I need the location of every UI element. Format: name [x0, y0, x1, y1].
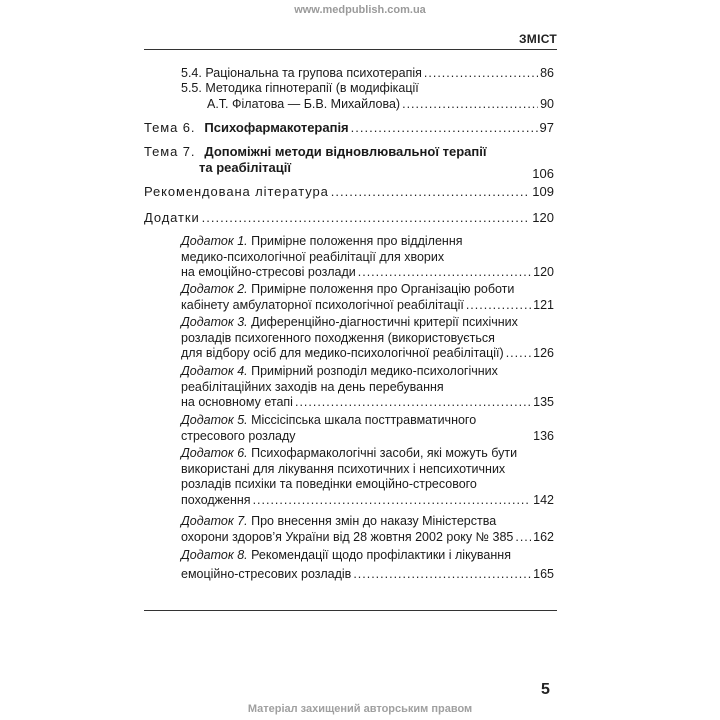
leader-dots [351, 120, 538, 136]
page-ref: 121 [533, 297, 554, 312]
toc-appendix-6[interactable] [181, 446, 554, 508]
toc-entry-text: А.Т. Філатова — Б.В. Михайлова) [207, 96, 401, 111]
toc-appendix-7[interactable] [181, 514, 554, 545]
page-ref: 126 [533, 346, 554, 360]
toc-entry-text: емоційно-стресових розладів [181, 566, 352, 581]
toc-appendix-3[interactable] [181, 315, 554, 362]
toc-appendices[interactable] [144, 210, 554, 226]
toc-appendix-4[interactable] [181, 364, 554, 411]
appendix-label: Додаток 4. [181, 364, 248, 378]
copyright-notice: Матеріал захищений авторським правом [247, 703, 473, 715]
leader-dots [506, 346, 531, 362]
toc-topic-6[interactable] [144, 120, 554, 136]
leader-dots [424, 66, 538, 82]
toc-entry-text: Примірний розподіл медико-психологічних [247, 364, 498, 378]
toc-entry-text: Додатки [144, 210, 200, 225]
toc-entry-text: 5.5. Методика гіпнотерапії (в модифікації [181, 81, 419, 95]
page-ref: 120 [532, 210, 554, 225]
leader-dots [402, 97, 538, 113]
toc-entry-text: Рекомендації щодо профілактики і лікування [247, 548, 511, 562]
leader-dots [202, 210, 531, 226]
toc-entry-text: використані для лікування психотичних і непсихотичних [181, 461, 506, 476]
page-ref: 165 [533, 566, 554, 581]
toc-appendix-8[interactable] [181, 548, 554, 582]
toc-entry-text: на емоційно-стресові розлади [181, 265, 356, 279]
topic-title: Допоміжні методи відновлювальної терапії [204, 144, 487, 159]
page-ref: 106 [532, 165, 554, 181]
toc-appendix-2[interactable] [181, 282, 554, 313]
leader-dots [353, 567, 531, 583]
appendix-label: Додаток 1. [181, 234, 248, 248]
leader-dots [253, 493, 532, 509]
toc-entry-text: реабілітаційних заходів на день перебування [181, 379, 444, 394]
running-head: ЗМІСТ [518, 32, 557, 46]
toc-entry-text: Про внесення змін до наказу Міністерства [247, 514, 497, 528]
appendix-label: Додаток 6. [181, 446, 248, 460]
appendix-label: Додаток 3. [181, 315, 248, 329]
toc-entry-text: Примірне положення про відділення [247, 234, 463, 248]
page-ref: 109 [532, 184, 554, 199]
page-ref: 135 [533, 395, 554, 409]
toc-entry-text: охорони здоров’я України від 28 жовтня 2002 року № 385 [181, 529, 514, 544]
appendix-label: Додаток 8. [181, 548, 248, 562]
toc-entry-text: розладів психогенного походження (використовується [181, 330, 495, 345]
page-ref: 120 [533, 265, 554, 279]
page-ref: 86 [540, 66, 554, 80]
toc-topic-7[interactable] [144, 144, 554, 181]
appendix-label: Додаток 2. [181, 282, 248, 296]
toc-entry-text: для відбору осіб для медико-психологічної реабілітації) [181, 346, 504, 360]
toc-entry-text: Примірне положення про Організацію роботи [247, 282, 515, 296]
page-ref: 162 [533, 529, 554, 544]
toc-entry-text: походження [181, 492, 251, 507]
toc-appendix-5[interactable] [181, 413, 554, 444]
page-number: 5 [541, 681, 550, 698]
page-ref: 90 [540, 96, 554, 111]
toc-entry-5-5[interactable] [181, 81, 554, 112]
toc-entry-text: на основному етапі [181, 395, 293, 409]
toc-entry-text: стресового розладу [181, 428, 296, 443]
topic-title: та реабілітації [199, 159, 291, 175]
leader-dots [331, 184, 531, 200]
leader-dots [358, 265, 531, 281]
toc-appendix-1[interactable] [181, 234, 554, 281]
toc-entry-text: Психофармакологічні засоби, які можуть бути [247, 446, 518, 460]
toc-entry-text: кабінету амбулаторної психологічної реабілітації [181, 297, 464, 312]
page-ref: 136 [533, 428, 554, 443]
toc-entry-text: Рекомендована література [144, 184, 329, 199]
toc-entry-text: Диференційно-діагностичні критерії психічних [247, 315, 518, 329]
page-ref: 97 [539, 120, 554, 135]
page-ref: 142 [533, 492, 554, 507]
toc-entry-text: медико-психологічної реабілітації для хворих [181, 249, 445, 264]
leader-dots [295, 395, 531, 411]
site-url: www.medpublish.com.ua [294, 4, 426, 16]
appendix-label: Додаток 5. [181, 413, 248, 427]
leader-dots [466, 298, 531, 314]
toc-literature[interactable] [144, 184, 554, 200]
leader-dots [515, 530, 531, 546]
toc-entry-5-4[interactable] [181, 66, 554, 82]
toc-entry-text: розладів психіки та поведінки емоційно-стресового [181, 477, 477, 491]
toc-entry-text: Міссісіпська шкала посттравматичного [247, 413, 477, 427]
toc-entry-text: 5.4. Раціональна та групова психотерапія [181, 66, 422, 80]
topic-number: Тема 7. [144, 144, 196, 159]
footer-rule [144, 610, 557, 611]
topic-number: Тема 6. [144, 120, 196, 135]
topic-title: Психофармакотерапія [204, 120, 349, 135]
appendix-label: Додаток 7. [181, 514, 248, 528]
